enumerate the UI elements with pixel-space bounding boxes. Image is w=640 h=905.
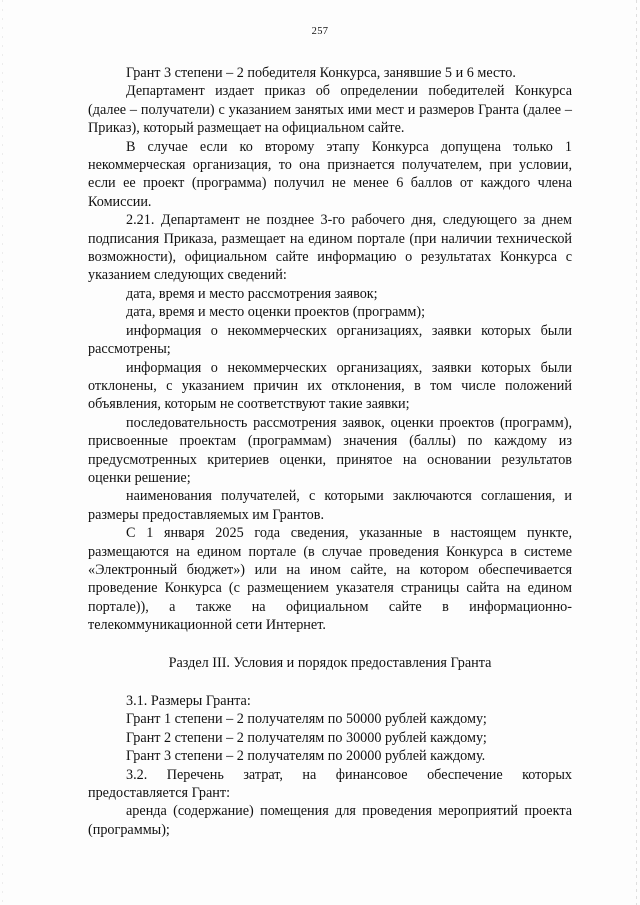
list-item: наименования получателей, с которыми заключаются соглашения, и размеры предоставляемых им Грантов. xyxy=(88,488,572,523)
section-heading: Раздел III. Условия и порядок предоставления Гранта xyxy=(168,654,492,671)
paragraph: Департамент издает приказ об определении победителей Конкурса (далее – получатели) с указанием занятых ими мест и размеров Гранта (далее – Приказ), который размещает на официальном сайте. xyxy=(88,83,572,137)
scan-edge-left xyxy=(2,0,3,905)
list-item: аренда (содержание) помещения для проведения мероприятий проекта (программы); xyxy=(88,803,572,838)
list-item: последовательность рассмотрения заявок, оценки проектов (программ), присвоенные проектам (программам) значения (баллы) по каждому из предусмотренных критериев оценки, принятое на основании результатов оценки решение; xyxy=(88,414,572,486)
list-item: дата, время и место оценки проектов (программ); xyxy=(126,304,426,321)
paragraph: Грант 3 степени – 2 победителя Конкурса, занявшие 5 и 6 место. xyxy=(126,65,516,81)
scan-edge-right xyxy=(636,0,637,905)
list-item: Грант 2 степени – 2 получателям по 30000 рублей каждому; xyxy=(126,729,487,746)
paragraph: 2.21. Департамент не позднее 3-го рабочего дня, следующего за днем подписания Приказа, размещает на едином портале (при наличии технической возможности), официальном сайте информацию о результатах Конкурса с указанием следующих сведений: xyxy=(88,212,572,284)
document-body xyxy=(88,64,572,839)
list-item: дата, время и место рассмотрения заявок; xyxy=(126,285,378,302)
list-item: информация о некоммерческих организациях, заявки которых были отклонены, с указанием причин их отклонения, в том числе положений объявления, которым не соответствуют такие заявки; xyxy=(88,359,572,413)
paragraph: 3.2. Перечень затрат, на финансовое обеспечение которых предоставляется Грант: xyxy=(88,766,572,802)
list-item: информация о некоммерческих организациях, заявки которых были рассмотрены; xyxy=(88,322,572,358)
list-item: Грант 1 степени – 2 получателям по 50000 рублей каждому; xyxy=(126,711,487,728)
page-number: 257 xyxy=(311,26,329,37)
list-item: Грант 3 степени – 2 получателям по 20000 рублей каждому. xyxy=(126,748,486,765)
paragraph: 3.1. Размеры Гранта: xyxy=(126,693,251,709)
paragraph: С 1 января 2025 года сведения, указанные в настоящем пункте, размещаются на едином портале (в случае проведения Конкурса в системе «Электронный бюджет») или на ином сайте, на котором обеспечивается проведение Конкурса (с размещением указателя страницы сайта на едином портале)), а также на официальном сайте в информационно-телекоммуникационной сети Интернет. xyxy=(88,525,572,634)
paragraph: В случае если ко второму этапу Конкурса допущена только 1 некоммерческая организация, то она признается получателем, при условии, если ее проект (программа) получил не менее 6 баллов от каждого члена Комиссии. xyxy=(88,138,572,210)
